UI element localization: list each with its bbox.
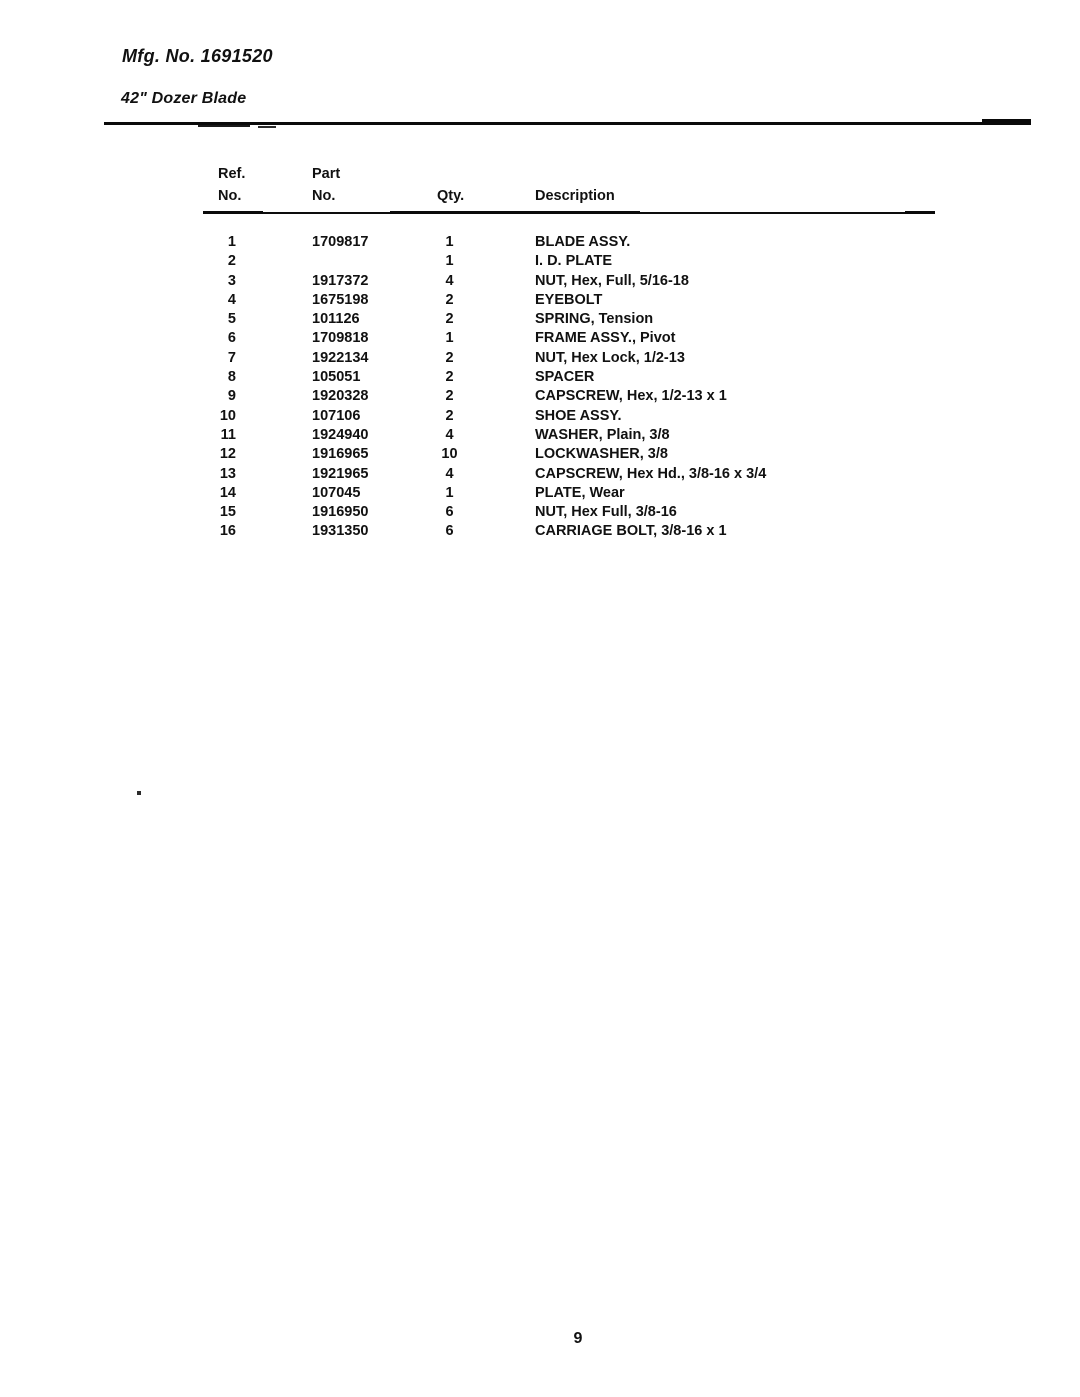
cell-part-no: 1709818	[312, 330, 369, 347]
cell-description: CARRIAGE BOLT, 3/8-16 x 1	[535, 523, 727, 540]
cell-qty: 2	[445, 369, 454, 386]
table-row	[0, 523, 1080, 542]
cell-qty: 4	[445, 426, 454, 443]
cell-description: CAPSCREW, Hex Hd., 3/8-16 x 3/4	[535, 465, 767, 482]
cell-qty: 1	[445, 330, 454, 347]
scan-artifact-dot	[137, 791, 141, 795]
cell-ref-no: 14	[219, 484, 236, 501]
cell-qty: 1	[445, 484, 454, 501]
cell-qty: 1	[445, 253, 454, 270]
cell-ref-no: 9	[227, 388, 236, 405]
cell-part-no: 1916950	[312, 504, 369, 521]
cell-ref-no: 7	[227, 349, 236, 366]
cell-part-no: 1921965	[312, 465, 369, 482]
table-row	[0, 427, 1080, 446]
table-row	[0, 253, 1080, 272]
table-row	[0, 350, 1080, 369]
table-row	[0, 311, 1080, 330]
cell-part-no: 105051	[312, 369, 361, 386]
cell-description: BLADE ASSY.	[535, 234, 631, 250]
table-row	[0, 408, 1080, 427]
table-row	[0, 273, 1080, 292]
cell-ref-no: 15	[219, 504, 236, 521]
cell-part-no: 1916965	[312, 446, 369, 463]
table-row	[0, 330, 1080, 349]
scan-artifact-dash	[258, 126, 276, 128]
product-title: 42" Dozer Blade	[121, 90, 247, 107]
cell-ref-no: 11	[220, 426, 236, 443]
cell-ref-no: 13	[219, 465, 236, 482]
table-row	[0, 369, 1080, 388]
cell-ref-no: 5	[227, 311, 236, 328]
cell-ref-no: 10	[219, 407, 236, 424]
table-header-underline-segment	[203, 211, 263, 214]
cell-part-no: 1709817	[312, 234, 369, 250]
cell-qty: 2	[445, 349, 454, 366]
cell-ref-no: 16	[219, 523, 236, 540]
cell-qty: 10	[441, 446, 458, 463]
cell-description: EYEBOLT	[535, 291, 603, 308]
cell-ref-no: 6	[227, 330, 236, 347]
cell-part-no: 107106	[312, 407, 361, 424]
cell-description: SPRING, Tension	[535, 311, 654, 328]
cell-description: FRAME ASSY., Pivot	[535, 330, 676, 347]
table-row	[0, 446, 1080, 465]
cell-ref-no: 2	[227, 253, 236, 270]
table-row	[0, 485, 1080, 504]
cell-part-no: 1675198	[312, 291, 369, 308]
cell-part-no: 101126	[312, 311, 360, 328]
parts-table-body	[0, 234, 1080, 543]
cell-qty: 2	[445, 311, 454, 328]
cell-part-no: 1920328	[312, 388, 369, 405]
cell-qty: 1	[445, 234, 454, 250]
cell-qty: 6	[445, 504, 454, 521]
page-number: 9	[573, 1330, 583, 1347]
table-row	[0, 466, 1080, 485]
cell-ref-no: 12	[219, 446, 236, 463]
column-header-description: Description	[535, 188, 615, 204]
table-row	[0, 504, 1080, 523]
column-header-ref-no: No.	[218, 188, 242, 204]
cell-description: I. D. PLATE	[535, 253, 613, 270]
cell-qty: 6	[445, 523, 454, 540]
table-row	[0, 234, 1080, 253]
column-header-qty: Qty.	[437, 188, 465, 204]
column-header-ref: Ref.	[218, 166, 246, 182]
cell-ref-no: 8	[227, 369, 236, 386]
header-divider-rule-end	[982, 119, 1031, 123]
cell-description: CAPSCREW, Hex, 1/2-13 x 1	[535, 388, 727, 405]
cell-qty: 4	[445, 465, 454, 482]
cell-description: PLATE, Wear	[535, 484, 625, 501]
table-header-underline-segment	[390, 211, 640, 214]
cell-description: SHOE ASSY.	[535, 407, 622, 424]
cell-part-no: 1922134	[312, 349, 369, 366]
cell-part-no: 1931350	[312, 523, 369, 540]
cell-description: LOCKWASHER, 3/8	[535, 446, 668, 463]
cell-description: NUT, Hex Lock, 1/2-13	[535, 349, 685, 366]
cell-qty: 2	[445, 291, 454, 308]
cell-ref-no: 1	[227, 234, 236, 250]
cell-qty: 2	[445, 388, 454, 405]
cell-description: SPACER	[535, 369, 595, 386]
column-header-part: Part	[312, 166, 341, 182]
cell-description: NUT, Hex, Full, 5/16-18	[535, 272, 689, 289]
table-header-underline-segment	[905, 211, 935, 214]
cell-part-no: 1917372	[312, 272, 369, 289]
scan-artifact-dash	[198, 125, 250, 127]
table-row	[0, 292, 1080, 311]
mfg-number: Mfg. No. 1691520	[122, 46, 273, 66]
cell-description: NUT, Hex Full, 3/8-16	[535, 504, 677, 521]
cell-qty: 4	[445, 272, 454, 289]
column-header-part-no: No.	[312, 188, 336, 204]
cell-part-no: 1924940	[312, 426, 369, 443]
cell-ref-no: 4	[227, 291, 236, 308]
cell-qty: 2	[445, 407, 454, 424]
cell-description: WASHER, Plain, 3/8	[535, 426, 670, 443]
table-row	[0, 388, 1080, 407]
cell-part-no: 107045	[312, 484, 361, 501]
cell-ref-no: 3	[227, 272, 236, 289]
